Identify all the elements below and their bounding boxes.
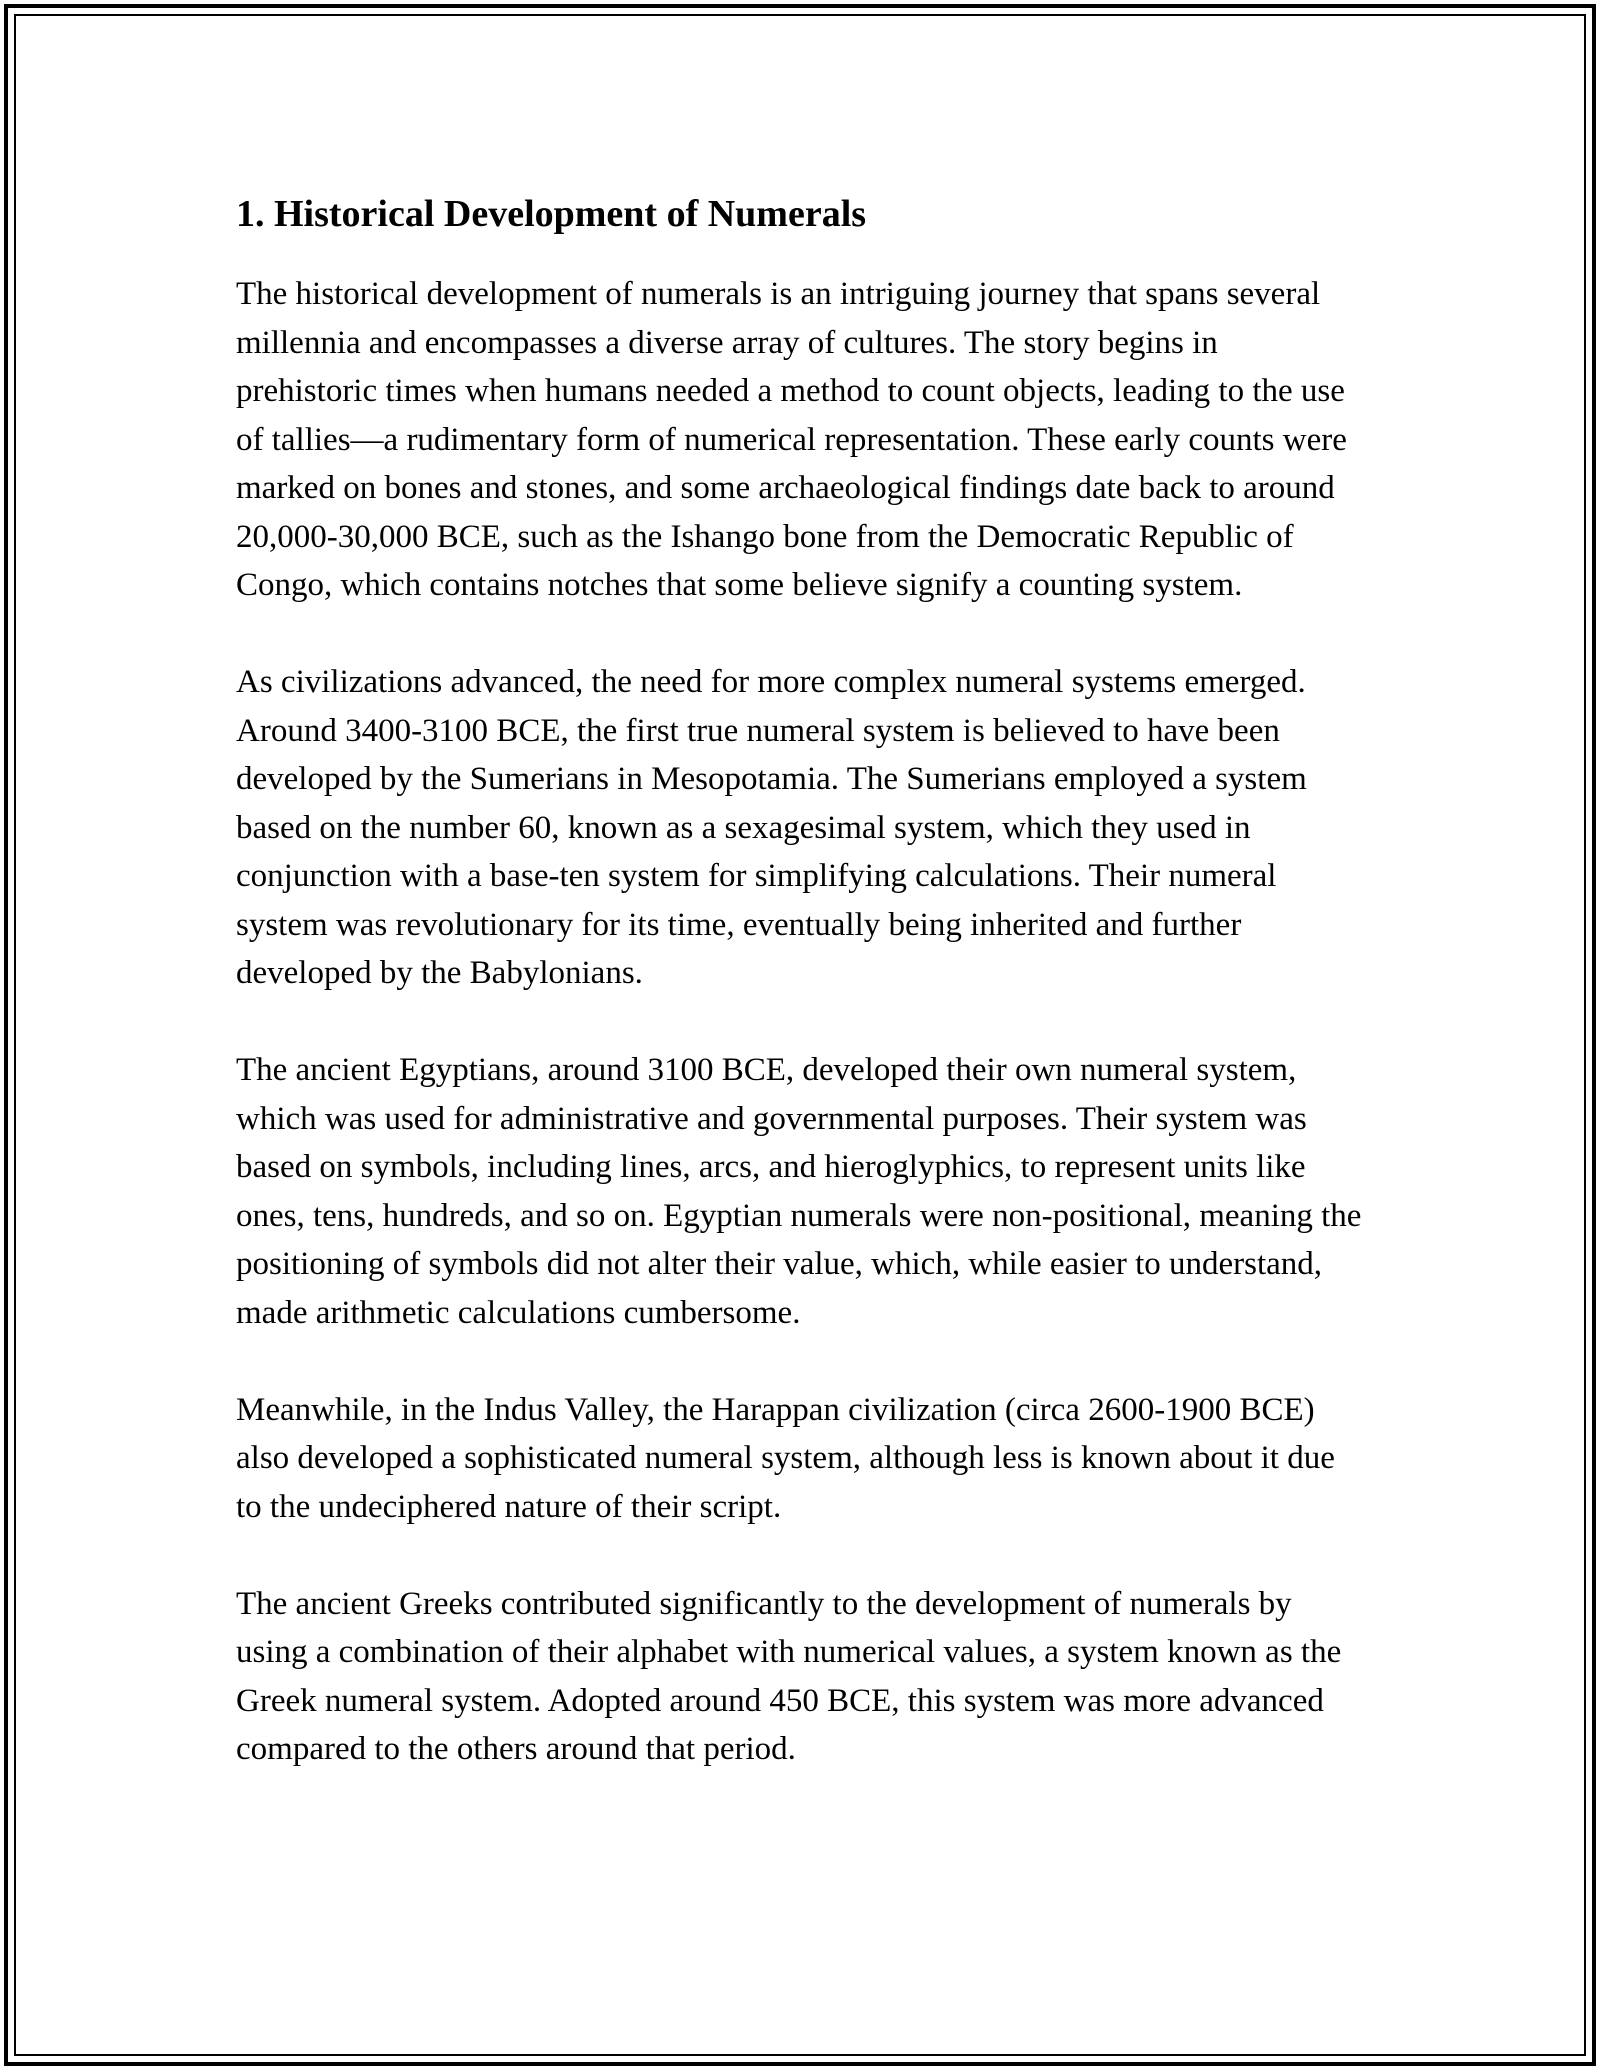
paragraph-greek-numerals: The ancient Greeks contributed significantly to the development of numerals by using a combination of their alphabet with numerical values, a system known as the Greek numeral system. Adopted around 450 BCE, this system was more advanced compared to the others around that period. (236, 1585, 1342, 1767)
paragraph-sumerian-system: As civilizations advanced, the need for more complex numeral systems emerged. Around 3400-3100 BCE, the first true numeral system is believed to have been developed by the Sumerians in Mesopotamia. The Sumerians employed a system based on the number 60, known as a sexagesimal system, which they used in conjunction with a base-ten system for simplifying calculations. Their numeral system was revolutionary for its time, eventually being inherited and further developed by the Babylonians. (236, 664, 1307, 991)
section-heading: 1. Historical Development of Numerals (236, 193, 867, 235)
document-body (236, 186, 1366, 1822)
paragraph-prehistoric-tallies: The historical development of numerals is an intriguing journey that spans several millennia and encompasses a diverse array of cultures. The story begins in prehistoric times when humans needed a method to count objects, leading to the use of tallies—a rudimentary form of numerical representation. These early counts were marked on bones and stones, and some archaeological findings date back to around 20,000-30,000 BCE, such as the Ishango bone from the Democratic Republic of Congo, which contains notches that some believe signify a counting system. (236, 276, 1347, 603)
paragraph-indus-valley: Meanwhile, in the Indus Valley, the Harappan civilization (circa 2600-1900 BCE) also developed a sophisticated numeral system, although less is known about it due to the undeciphered nature of their script. (236, 1391, 1335, 1525)
paragraph-egyptian-numerals: The ancient Egyptians, around 3100 BCE, developed their own numeral system, which was used for administrative and governmental purposes. Their system was based on symbols, including lines, arcs, and hieroglyphics, to represent units like ones, tens, hundreds, and so on. Egyptian numerals were non-positional, meaning the positioning of symbols did not alter their value, which, while easier to understand, made arithmetic calculations cumbersome. (236, 1052, 1362, 1331)
